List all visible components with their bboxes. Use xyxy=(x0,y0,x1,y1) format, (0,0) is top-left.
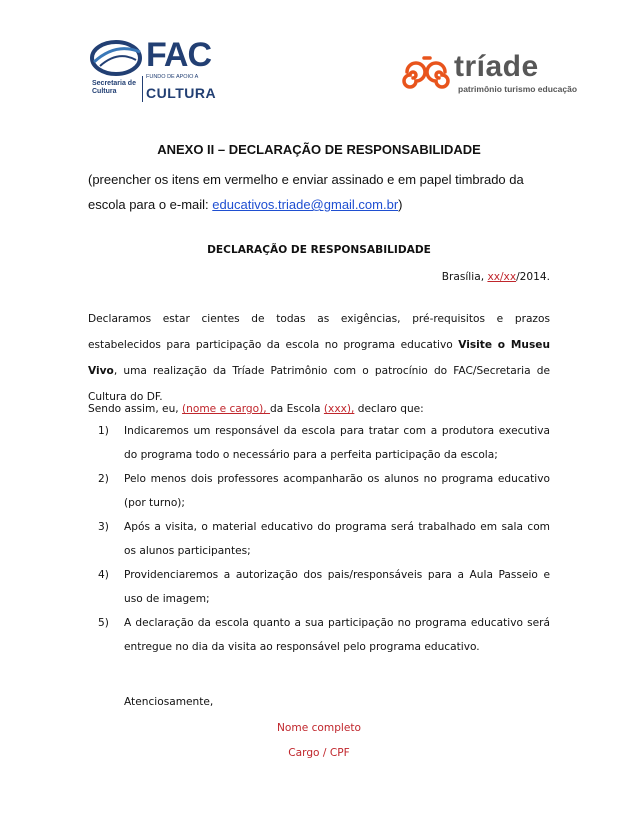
item-number: 4) xyxy=(98,569,109,581)
instructions-text: (preencher os itens em vermelho e enviar assinado e em papel timbrado da escola para o e-mail: xyxy=(88,172,524,212)
item-text: A declaração da escola quanto a sua participação no programa educativo será entregue no dia da visita ao responsável pelo programa educativo. xyxy=(124,617,550,653)
commitments-list xyxy=(88,419,550,659)
item-number: 1) xyxy=(98,425,109,437)
paragraph-after: , uma realização da Tríade Patrimônio com o patrocínio do FAC/Secretaria de Cultura do DF. xyxy=(88,365,550,403)
paragraph-before: Declaramos estar cientes de todas as exigências, pré-requisitos e prazos estabelecidos para participação da escola no programa educativo xyxy=(88,313,550,351)
list-item xyxy=(88,515,550,563)
declaration-heading: DECLARAÇÃO DE RESPONSABILIDADE xyxy=(207,244,431,256)
signature-name: Nome completo xyxy=(276,722,362,734)
closing: Atenciosamente, xyxy=(124,696,214,708)
fac-fundo-label: FUNDO DE APOIO A xyxy=(146,74,199,80)
triade-spiral-icon xyxy=(402,50,452,94)
fac-secretaria-label: Secretaria de Cultura xyxy=(92,80,136,95)
page-title: ANEXO II – DECLARAÇÃO DE RESPONSABILIDADE xyxy=(157,142,481,157)
item-text: Pelo menos dois professores acompanharão os alunos no programa educativo (por turno); xyxy=(124,473,550,509)
email-link[interactable]: educativos.triade@gmail.com.br xyxy=(212,197,399,212)
list-item xyxy=(88,563,550,611)
item-number: 5) xyxy=(98,617,109,629)
sendo-line xyxy=(88,403,424,415)
school-placeholder: (xxx), xyxy=(323,403,355,415)
triade-wordmark: tríade xyxy=(454,50,539,83)
declaration-paragraph xyxy=(88,306,550,410)
fac-logo xyxy=(88,36,228,106)
item-number: 3) xyxy=(98,521,109,533)
program-name: Visite o Museu Vivo xyxy=(88,339,550,377)
sendo-after: declaro que: xyxy=(354,403,424,415)
instructions-close: ) xyxy=(398,197,403,212)
date-suffix: /2014. xyxy=(516,271,550,283)
fac-divider xyxy=(142,76,143,102)
date-prefix: Brasília, xyxy=(441,271,488,283)
item-number: 2) xyxy=(98,473,109,485)
sendo-middle: da Escola xyxy=(270,403,324,415)
item-text: Após a visita, o material educativo do programa será trabalhado em sala com os alunos participantes; xyxy=(124,521,550,557)
fac-swoosh-icon xyxy=(88,36,144,78)
signature-role: Cargo / CPF xyxy=(288,747,350,759)
fac-wordmark: FAC xyxy=(146,36,211,74)
date-line xyxy=(442,271,550,283)
item-text: Providenciaremos a autorização dos pais/responsáveis para a Aula Passeio e uso de imagem; xyxy=(124,569,550,605)
list-item xyxy=(88,419,550,467)
instructions xyxy=(88,167,550,217)
sendo-before: Sendo assim, eu, xyxy=(88,403,183,415)
list-item xyxy=(88,611,550,659)
triade-subtitle: patrimônio turismo educação xyxy=(458,84,578,94)
triade-logo xyxy=(402,48,578,98)
item-text: Indicaremos um responsável da escola para tratar com a produtora executiva do programa todo o necessário para a perfeita participação da escola; xyxy=(124,425,550,461)
fac-cultura-label: CULTURA xyxy=(146,85,217,101)
date-placeholder: xx/xx xyxy=(487,271,517,283)
name-placeholder: (nome e cargo), xyxy=(182,403,271,415)
list-item xyxy=(88,467,550,515)
